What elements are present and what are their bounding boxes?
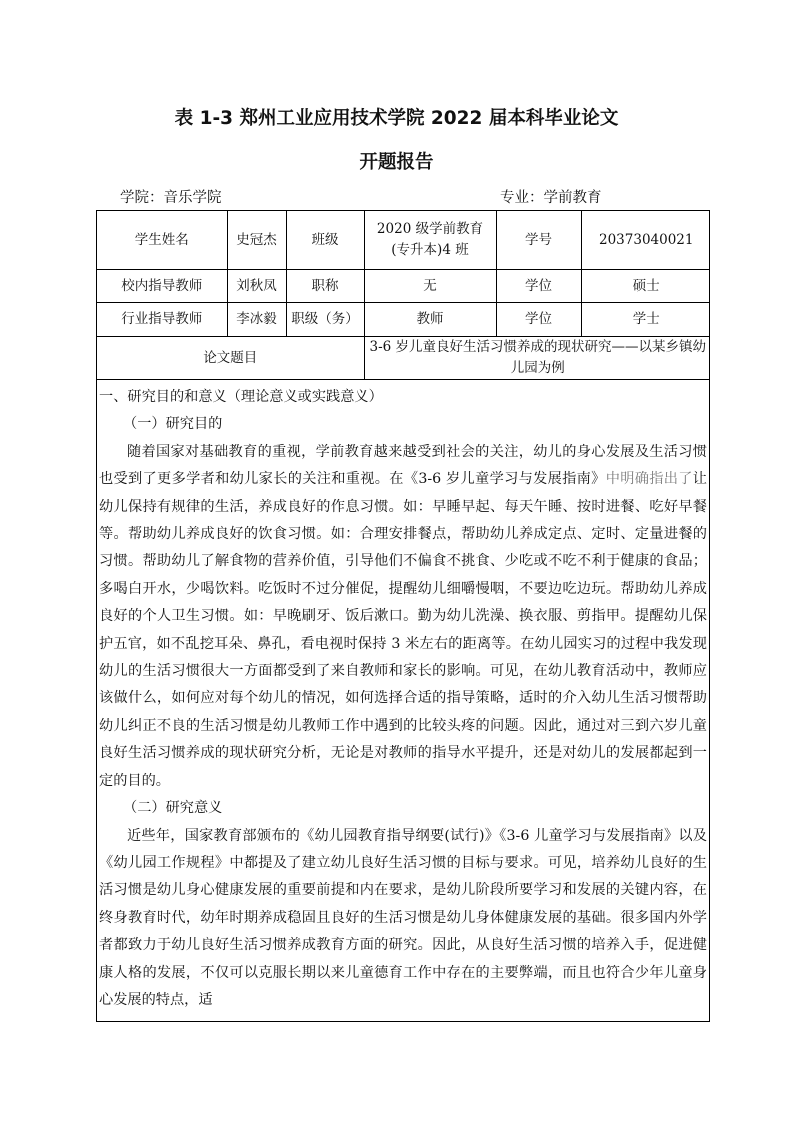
industry-title-label: 职级（务） bbox=[286, 303, 364, 337]
class-value-line2: (专升本)4 班 bbox=[391, 242, 469, 258]
major-label: 专业：学前教育 bbox=[500, 190, 602, 206]
advisor-degree-value: 硕士 bbox=[581, 270, 710, 303]
industry-title-value: 教师 bbox=[364, 303, 496, 337]
table-row bbox=[97, 270, 710, 303]
industry-advisor-label: 行业指导教师 bbox=[97, 303, 227, 337]
subsection-heading-purpose: （一）研究目的 bbox=[123, 416, 223, 433]
advisor-degree-label: 学位 bbox=[496, 270, 581, 303]
subsection-heading-significance: （二）研究意义 bbox=[123, 800, 223, 817]
industry-degree-value: 学士 bbox=[581, 303, 710, 337]
advisor-title-value: 无 bbox=[364, 270, 496, 303]
student-name-value: 史冠杰 bbox=[227, 211, 286, 270]
document-subtitle: 开题报告 bbox=[359, 152, 434, 173]
class-label: 班级 bbox=[286, 211, 364, 270]
purpose-paragraph bbox=[97, 439, 709, 795]
industry-degree-label: 学位 bbox=[496, 303, 581, 337]
industry-advisor-value: 李冰毅 bbox=[227, 303, 286, 337]
document-title: 表 1-3 郑州工业应用技术学院 2022 届本科毕业论文 bbox=[174, 108, 619, 129]
report-body bbox=[97, 380, 709, 1014]
table-row bbox=[97, 303, 710, 337]
report-form bbox=[96, 210, 710, 1022]
purpose-text-part1: 随着国家对基础教育的重视，学前教育越来越受到社会的关注，幼儿的身心发展及生活习惯也受到了更多学者和幼儿家长的关注和重视。在《3-6 岁儿童学习与发展指南》 bbox=[99, 443, 707, 488]
significance-paragraph: 近些年，国家教育部颁布的《幼儿园教育指导纲要(试行)》《3-6 儿童学习与发展指南》以及《幼儿园工作规程》中都提及了建立幼儿良好生活习惯的目标与要求。可见，培养幼儿良好的生活习惯是幼儿身心健康发展的重要前提和内在要求，是幼儿阶段所要学习和发展的关键内容，在终身教育时代，幼年时期养成稳固且良好的生活习惯是幼儿身体健康发展的基础。很多国内外学者都致力于幼儿良好生活习惯养成教育方面的研究。因此，从良好生活习惯的培养入手，促进健康人格的发展，不仅可以克服长期以来儿童德育工作中存在的主要弊端，而且也符合少年儿童身心发展的特点，适 bbox=[99, 827, 707, 1008]
student-id-label: 学号 bbox=[496, 211, 581, 270]
thesis-title-value: 3-6 岁儿童良好生活习惯养成的现状研究——以某乡镇幼儿园为例 bbox=[364, 337, 710, 380]
class-value bbox=[364, 211, 496, 270]
student-info-table bbox=[97, 211, 710, 380]
thesis-title-label: 论文题目 bbox=[97, 337, 364, 380]
class-value-line1: 2020 级学前教育 bbox=[376, 221, 484, 237]
table-row bbox=[97, 337, 710, 380]
advisor-label: 校内指导教师 bbox=[97, 270, 227, 303]
college-label: 学院：音乐学院 bbox=[120, 190, 222, 206]
purpose-text-highlight: 中明确指出了 bbox=[605, 471, 693, 488]
table-row bbox=[97, 211, 710, 270]
section-heading: 一、研究目的和意义（理论意义或实践意义） bbox=[99, 389, 383, 405]
student-id-value: 20373040021 bbox=[581, 211, 710, 270]
advisor-title-label: 职称 bbox=[286, 270, 364, 303]
advisor-value: 刘秋凤 bbox=[227, 270, 286, 303]
student-name-label: 学生姓名 bbox=[97, 211, 227, 270]
purpose-text-part2: 让幼儿保持有规律的生活，养成良好的作息习惯。如：早睡早起、每天午睡、按时进餐、吃好早餐等。帮助幼儿养成良好的饮食习惯。如：合理安排餐点，帮助幼儿养成定点、定时、定量进餐的习惯。帮助幼儿了解食物的营养价值，引导他们不偏食不挑食、少吃或不吃不利于健康的食品；多喝白开水，少喝饮料。吃饭时不过分催促，提醒幼儿细嚼慢咽，不要边吃边玩。帮助幼儿养成良好的个人卫生习惯。如：早晚刷牙、饭后漱口。勤为幼儿洗澡、换衣服、剪指甲。提醒幼儿保护五官，如不乱挖耳朵、鼻孔，看电视时保持 3 米左右的距离等。在幼儿园实习的过程中我发现幼儿的生活习惯很大一方面都受到了来自教师和家长的影响。可见，在幼儿教育活动中，教师应该做什么，如何应对每个幼儿的情况，如何选择合适的指导策略，适时的介入幼儿生活习惯帮助幼儿纠正不良的生活习惯是幼儿教师工作中遇到的比较头疼的问题。因此，通过对三到六岁儿童良好生活习惯养成的现状研究分析，无论是对教师的指导水平提升，还是对幼儿的发展都起到一定的目的。 bbox=[99, 471, 707, 789]
